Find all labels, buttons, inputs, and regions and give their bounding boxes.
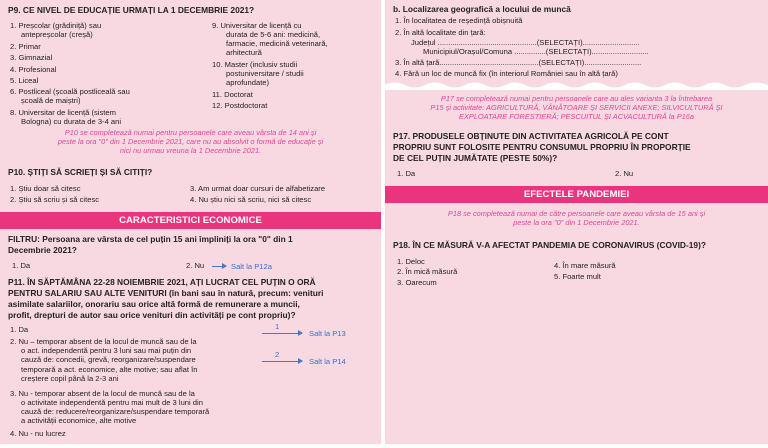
p10-title: P10. ȘTIȚI SĂ SCRIEȚI ȘI SĂ CITIȚI? xyxy=(8,167,153,177)
b-option[interactable]: 4. Fără un loc de muncă fix (în interiorul României sau în altă țară) xyxy=(395,69,618,78)
p18-option[interactable]: 1. Deloc xyxy=(397,257,425,266)
skip-arrow-1 xyxy=(262,333,302,334)
p9-option[interactable]: 10. Master (inclusiv studii xyxy=(212,60,298,69)
p18-option[interactable]: 5. Foarte mult xyxy=(554,272,601,281)
p9-option: postuniversitare / studii xyxy=(226,69,304,78)
skip-link-p12a[interactable]: Salt la P12a xyxy=(231,262,272,271)
p9-option[interactable]: 2. Primar xyxy=(10,42,41,51)
wave-divider xyxy=(385,80,768,90)
b-option[interactable]: 2. În altă localitate din țară: xyxy=(395,28,486,37)
b-title: b. Localizarea geografică a locului de muncă xyxy=(393,4,571,14)
p17-option-da[interactable]: 1. Da xyxy=(397,169,416,178)
skip-marker-1: 1 xyxy=(275,322,280,331)
p11-option-1[interactable]: 1. Da xyxy=(10,325,29,334)
municipality-select[interactable]: Municipiul/Orașul/Comuna ...............(SELECTAȚI)........................... xyxy=(423,47,649,56)
skip-marker-2: 2 xyxy=(275,350,280,359)
p9-option[interactable]: 12. Postdoctorat xyxy=(212,101,268,110)
p9-option: Bologna) cu durata de 3-4 ani xyxy=(21,117,122,126)
p9-option[interactable]: 5. Liceal xyxy=(10,76,39,85)
skip-link-p14[interactable]: Salt la P14 xyxy=(309,357,346,366)
filtru-question: Decembrie 2021? xyxy=(8,245,77,255)
p9-title: P9. CE NIVEL DE EDUCAȚIE URMAȚI LA 1 DECEMBRIE 2021? xyxy=(8,5,255,15)
skip-link-p13[interactable]: Salt la P13 xyxy=(309,329,346,338)
p10-option[interactable]: 3. Am urmat doar cursuri de alfabetizare xyxy=(190,184,326,193)
right-column: b. Localizarea geografică a locului de muncă 1. În localitatea de reședință obișnuită 2. În altă localitate din țară: Județul ...............................................(SELECTAȚI)........................... Municipiul/Orașul/Comuna ...............(SELECTAȚI)........................... 3. În altă țară...............................................(SELECTAȚI)........................... 4. Fără un loc de muncă fix (în interiorul României sau în altă țară) P17 se completează numai pentru persoanele care au ales varianta 3 la întrebarea P15 și activitate: AGRICULTURĂ, VÂNĂTOARE ȘI SERVICII ANEXE; SILVICULTURĂ ȘI EXPLOATARE FORESTIERĂ; PESCUITUL ȘI ACVACULTURĂ la P16a P17. PRODUSELE OBȚINUTE DIN ACTIVITATEA AGRICOLĂ PE CONT PROPRIU SUNT FOLOSITE PENTRU CONSUMUL PROPRIU ÎN PROPORȚIE DE CEL PUȚIN JUMĂTATE (PESTE 50%)? 1. Da 2. Nu EFECTELE PANDEMIEI P18 se completează numai de către persoanele care aveau vârsta de 15 ani și peste la ora "0" din 1 Decembrie 2021. P18. ÎN CE MĂSURĂ V-A AFECTAT PANDEMIA DE CORONAVIRUS (COVID-19)? 1. Deloc 2. În mică măsură 3. Oarecum 4. În mare măsură 5. Foarte mult xyxy=(385,0,768,448)
filtru-option-da[interactable]: 1. Da xyxy=(12,261,31,270)
section-header-economic: CARACTERISTICI ECONOMICE xyxy=(0,212,381,229)
p10-option[interactable]: 1. Știu doar să citesc xyxy=(10,184,81,193)
p9-option: aprofundate) xyxy=(226,78,270,87)
p18-option[interactable]: 2. În mică măsură xyxy=(397,267,458,276)
p9-option: arhitectură xyxy=(226,48,262,57)
p9-option: durata de 5-6 ani: medicină, xyxy=(226,30,321,39)
p9-option: școală de maiștri) xyxy=(21,96,81,105)
p9-option[interactable]: 4. Profesional xyxy=(10,65,57,74)
filtru-question: FILTRU: Persoana are vârsta de cel puțin 15 ani împliniți la ora "0" din 1 xyxy=(8,234,293,244)
county-select[interactable]: Județul ...............................................(SELECTAȚI)........................... xyxy=(411,38,640,47)
p9-option[interactable]: 1. Preșcolar (grădiniță) sau xyxy=(10,21,102,30)
p9-option[interactable]: 8. Universitar de licență (sistem xyxy=(10,108,116,117)
p10-option[interactable]: 4. Nu știu nici să scriu, nici să citesc xyxy=(190,195,312,204)
country-select[interactable]: 3. În altă țară...............................................(SELECTAȚI)........................... xyxy=(395,58,642,67)
p9-option: farmacie, medicină veterinară, xyxy=(226,39,328,48)
section-header-pandemic: EFECTELE PANDEMIEI xyxy=(385,186,768,203)
left-column: P9. CE NIVEL DE EDUCAȚIE URMAȚI LA 1 DECEMBRIE 2021? 1. Preșcolar (grădiniță) sau antepreșcolar (creșă) 2. Primar 3. Gimnazial 4. Profesional 5. Liceal 6. Postliceal (școală postliceală sau școală de maiștri) 8. Universitar de licență (sistem Bologna) cu durata de 3-4 ani 9. Universitar de licență cu durata de 5-6 ani: medicină, farmacie, medicină veterinară, arhitectură 10. Master (inclusiv studii postuniversitare / studii aprofundate) 11. Doctorat 12. Postdoctorat P10 se completează numai pentru persoanele care aveau vârsta de 14 ani și peste la ora "0" din 1 Decembrie 2021, care nu au absolvit o formă de educație și nici nu urmau vreuna la 1 Decembrie 2021. P10. ȘTIȚI SĂ SCRIEȚI ȘI SĂ CITIȚI? 1. Știu doar să citesc 2. Știu să scriu și să citesc 3. Am urmat doar cursuri de alfabetizare 4. Nu știu nici să scriu, nici să citesc CARACTERISTICI ECONOMICE FILTRU: Persoana are vârsta de cel puțin 15 ani împliniți la ora "0" din 1 Decembrie 2021? 1. Da 2. Nu Salt la P12a P11. ÎN SĂPTĂMÂNA 22-28 NOIEMBRIE 2021, AȚI LUCRAT CEL PUȚIN O ORĂ PENTRU SALARIU SAU ALTE VENITURI (în bani sau în natură, precum: venituri asimilate salariilor, onorariu sau orice altă formă de remunerare a muncii, profit, drepturi de autor sau orice venituri din activități pe cont propriu)? 1. Da 2. Nu – temporar absent de la locul de muncă sau de la o act. independentă pentru 3 luni sau mai puțin din cauză de: concedii, grevă, reorganizare/suspendare temporară a act. economice, alte motive; sau aflat în creștere copil până la 2-3 ani 3. Nu - temporar absent de la locul de muncă sau de la o activitate independentă pentru mai mult de 3 luni din cauză de: reducere/reorganizare/suspendare temporară a activității economice, alte motive 4. Nu - nu lucrez 1 Salt la P13 2 Salt la P14 xyxy=(0,0,381,448)
p9-option: antepreșcolar (creșă) xyxy=(21,30,93,39)
p11-option-4[interactable]: 4. Nu - nu lucrez xyxy=(10,429,66,438)
filtru-option-nu[interactable]: 2. Nu xyxy=(186,261,205,270)
skip-arrow xyxy=(212,266,226,267)
p9-option[interactable]: 6. Postliceal (școală postliceală sau xyxy=(10,87,130,96)
p18-option[interactable]: 4. În mare măsură xyxy=(554,261,616,270)
p9-option[interactable]: 3. Gimnazial xyxy=(10,53,53,62)
p10-option[interactable]: 2. Știu să scriu și să citesc xyxy=(10,195,100,204)
p18-title: P18. ÎN CE MĂSURĂ V-A AFECTAT PANDEMIA DE CORONAVIRUS (COVID-19)? xyxy=(393,240,706,250)
skip-arrow-2 xyxy=(262,361,302,362)
p17-option-nu[interactable]: 2. Nu xyxy=(615,169,634,178)
p9-option[interactable]: 11. Doctorat xyxy=(212,90,253,99)
b-option[interactable]: 1. În localitatea de reședință obișnuită xyxy=(395,16,523,25)
p18-option[interactable]: 3. Oarecum xyxy=(397,278,437,287)
p9-option[interactable]: 9. Universitar de licență cu xyxy=(212,21,302,30)
